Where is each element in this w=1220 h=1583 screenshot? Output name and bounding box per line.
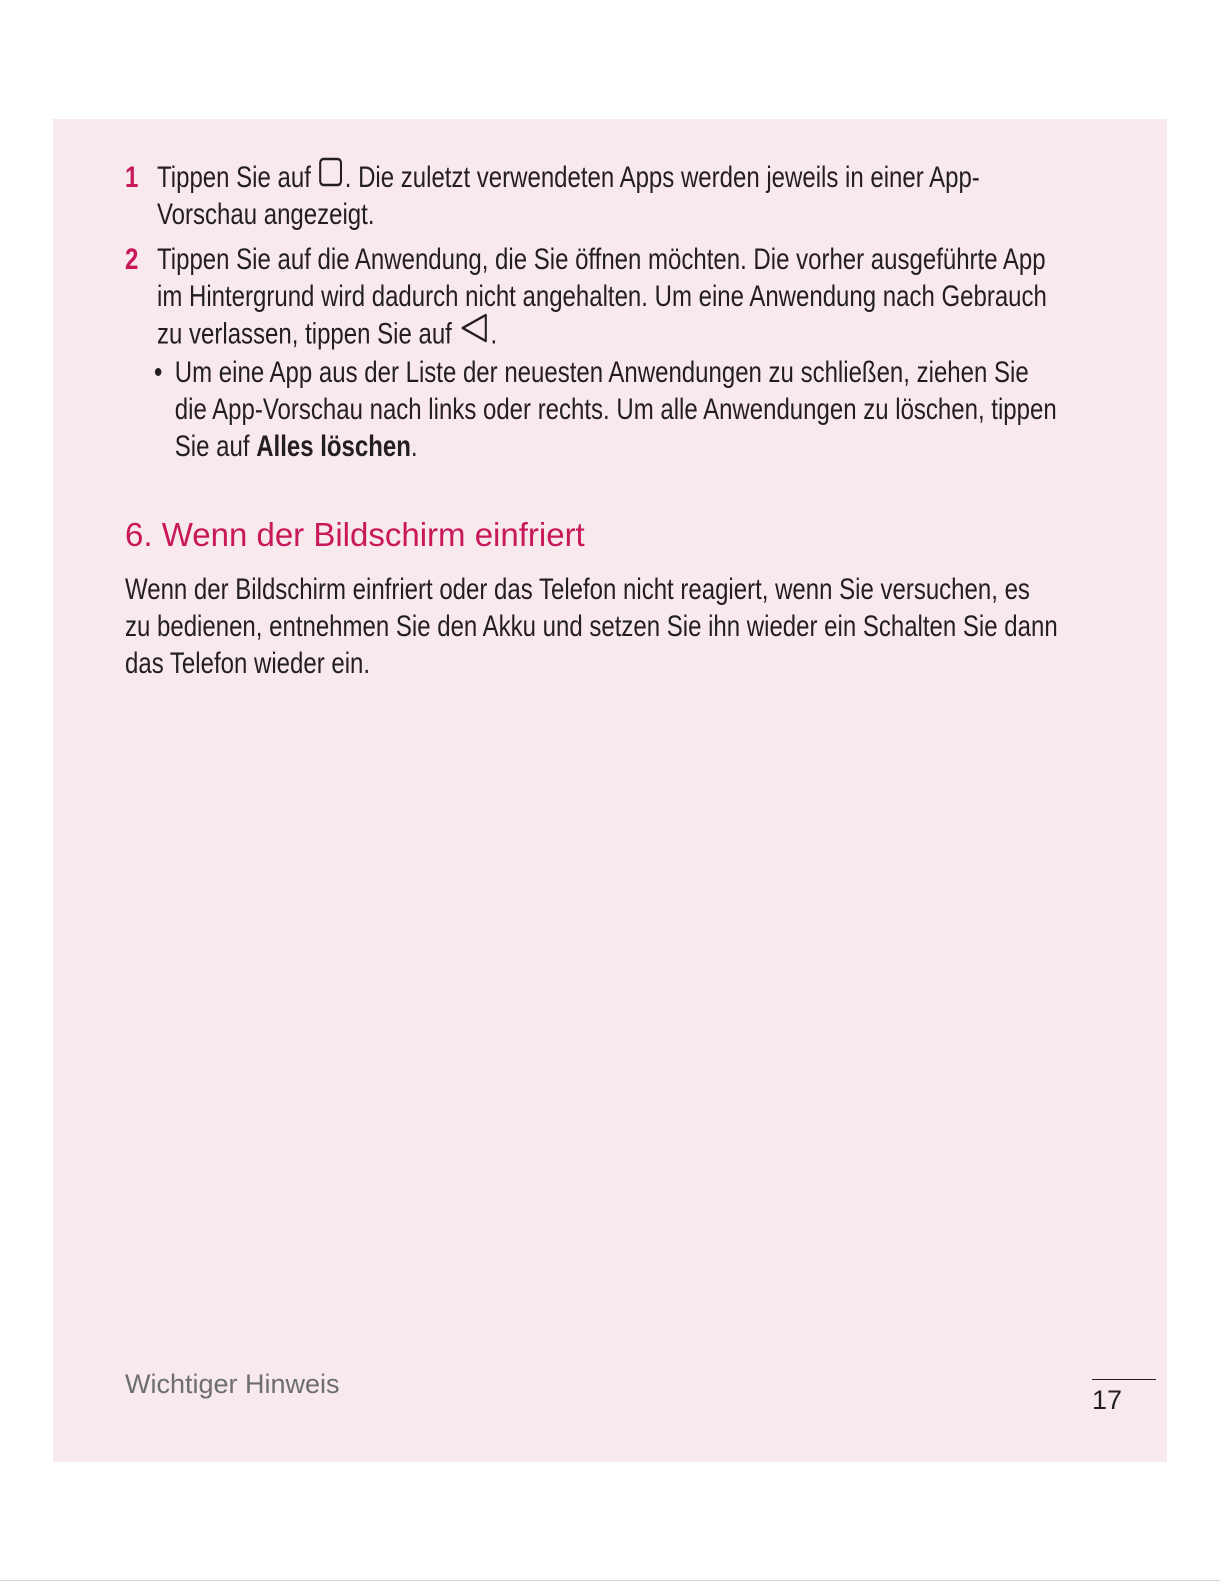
step-2-line-1: Tippen Sie auf die Anwendung, die Sie öffnen möchten. Die vorher ausgeführte App — [157, 243, 1046, 276]
section-line: zu bedienen, entnehmen Sie den Akku und setzen Sie ihn wieder ein Schalten Sie dann — [125, 610, 1058, 643]
bottom-divider — [0, 1580, 1220, 1581]
back-triangle-icon — [459, 312, 491, 353]
footer-section-label: Wichtiger Hinweis — [125, 1369, 340, 1399]
recent-apps-square-icon — [318, 157, 345, 196]
step-text — [157, 159, 980, 233]
page-number: 17 — [1092, 1385, 1123, 1415]
page-panel — [53, 119, 1167, 1462]
section-line: das Telefon wieder ein. — [125, 647, 371, 680]
section-heading: 6. Wenn der Bildschirm einfriert — [125, 516, 585, 553]
bullet-line-3 — [175, 428, 1057, 465]
step-1-text-before-icon: Tippen Sie auf — [157, 161, 311, 194]
step-2-text-before-icon: zu verlassen, tippen Sie auf — [157, 317, 452, 351]
step-2-text-after-icon: . — [490, 317, 498, 351]
bullet-line-1: Um eine App aus der Liste der neuesten Anwendungen zu schließen, ziehen Sie — [174, 356, 1029, 389]
step-1-line-2: Vorschau angezeigt. — [157, 198, 375, 231]
step-1-line-1 — [157, 159, 980, 196]
step-number: 2 — [125, 243, 139, 276]
step-number: 1 — [125, 161, 139, 194]
bullet-text — [175, 354, 1057, 465]
step-2-line-3 — [157, 315, 1047, 352]
step-2-line-2: im Hintergrund wird dadurch nicht angehalten. Um eine Anwendung nach Gebrauch — [157, 280, 1047, 313]
step-1-text-after-icon: . Die zuletzt verwendeten Apps werden jeweils in einer App- — [344, 161, 980, 194]
step-text — [157, 241, 1047, 352]
section-line: Wenn der Bildschirm einfriert oder das Telefon nicht reagiert, wenn Sie versuchen, es — [125, 573, 1030, 606]
bullet-line-2: die App-Vorschau nach links oder rechts. Um alle Anwendungen zu löschen, tippen — [174, 393, 1057, 426]
footer-rule — [1092, 1379, 1156, 1380]
section-body — [125, 571, 1220, 682]
bullet-text-after-bold: . — [410, 430, 418, 463]
bullet-text-before-bold: Sie auf — [174, 430, 250, 463]
alles-loeschen-label: Alles löschen — [256, 430, 411, 463]
bullet-dot: • — [154, 356, 163, 389]
